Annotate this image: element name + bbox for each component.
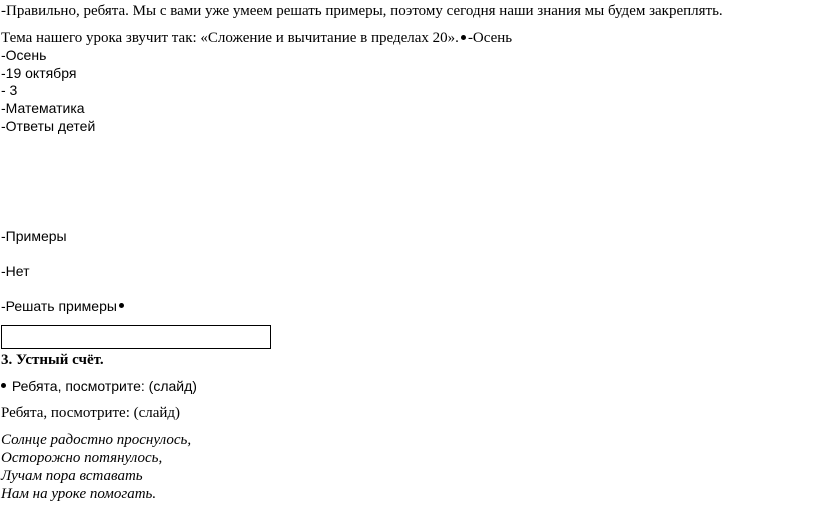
answer-text: -Решать примеры	[1, 298, 117, 314]
lesson-topic-text: Тема нашего урока звучит так: «Сложение и вычитание в пределах 20».	[1, 30, 459, 46]
answer-text: -Нет	[1, 263, 30, 279]
poem-line-2	[1, 449, 162, 467]
poem-text: Осторожно потянулось,	[1, 450, 163, 466]
section-heading	[1, 351, 104, 369]
answer-text: -Ответы детей	[1, 118, 96, 134]
poem-line-3	[1, 467, 143, 485]
intro-paragraph	[1, 2, 723, 20]
answer-children	[1, 117, 95, 135]
poem-line-4	[1, 485, 156, 503]
bullet-icon	[119, 303, 124, 308]
poem-text: Нам на уроке помогать.	[1, 486, 157, 502]
slide-instruction	[1, 404, 180, 422]
answer-autumn	[1, 46, 46, 64]
slide-instruction-bulleted	[1, 377, 197, 395]
slide-instruction-text: Ребята, посмотрите: (слайд)	[1, 405, 181, 421]
answer-number	[1, 81, 17, 99]
poem-text: Лучам пора вставать	[1, 468, 143, 484]
answer-text: - 3	[1, 82, 18, 98]
answer-text: -19 октября	[1, 65, 77, 81]
answer-text: -Математика	[1, 100, 85, 116]
answer-subject	[1, 99, 85, 117]
answer-date	[1, 64, 76, 82]
answer-text: -Осень	[1, 47, 47, 63]
poem-line-1	[1, 431, 191, 449]
answer-no	[1, 262, 30, 280]
lesson-topic-answer: -Осень	[467, 30, 513, 46]
answer-examples	[1, 227, 67, 245]
bullet-icon	[1, 383, 6, 388]
empty-text-box	[1, 325, 271, 349]
section-heading-text: 3. Устный счёт.	[1, 352, 104, 368]
poem-text: Солнце радостно проснулось,	[1, 432, 192, 448]
slide-instruction-text: Ребята, посмотрите: (слайд)	[11, 378, 197, 394]
answer-text: -Примеры	[1, 228, 67, 244]
lesson-topic-line	[1, 29, 512, 47]
intro-text: -Правильно, ребята. Мы с вами уже умеем решать примеры, поэтому сегодня наши знания мы будем закреплять.	[1, 3, 723, 19]
answer-solve	[1, 297, 126, 315]
bullet-icon	[461, 35, 466, 40]
